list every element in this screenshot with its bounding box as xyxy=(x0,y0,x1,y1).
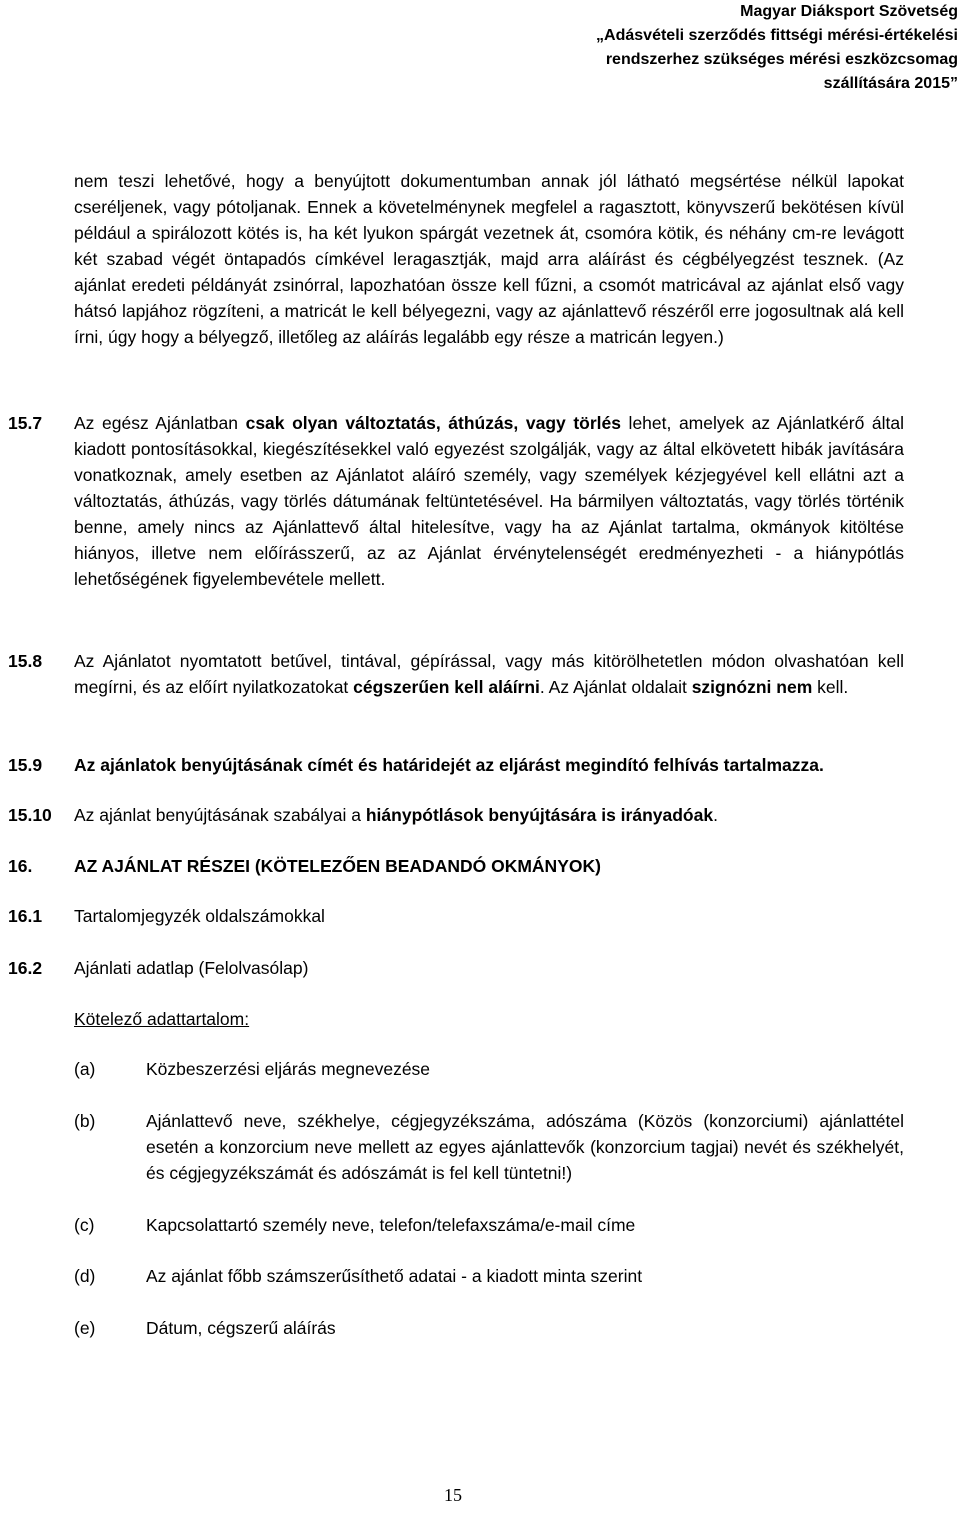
list-item-text: Kapcsolattartó személy neve, telefon/telefaxszáma/e-mail címe xyxy=(146,1215,636,1235)
section-16-heading: AZ AJÁNLAT RÉSZEI (KÖTELEZŐEN BEADANDÓ OKMÁNYOK) xyxy=(74,856,601,876)
list-item-text: Dátum, cégszerű aláírás xyxy=(146,1318,336,1338)
header-org: Magyar Diáksport Szövetség xyxy=(740,3,958,20)
continuation-text-1: nem teszi lehetővé, hogy a benyújtott dokumentumban annak jól látható megsértése nélkül lapokat cseréljenek, vagy pótoljanak. Ennek a követelménynek megfelel a ragasztott, könyvszerű bekötésen kívül például a spirálozott kötés is, ha két lyukon spárgát vezetnek át, csomóra kötik, és néhány cm-re levágott két szabad végét öntapadós címkével leragasztják, majd arra aláírást és cégbélyegzést tesznek. xyxy=(74,171,904,269)
section-16-1-text: Tartalomjegyzék oldalszámokkal xyxy=(74,906,325,926)
list-item-label: (e) xyxy=(74,1318,96,1338)
list-item-text: Ajánlattevő neve, székhelye, cégjegyzékszáma, adószáma (Közös (konzorciumi) ajánlattétel esetén a konzorcium neve mellett az egyes ajánlattevők (konzorcium tagjai) nevét és székhelyét, és cégjegyzékszámát és adószámát is fel kell tüntetni!) xyxy=(146,1111,904,1183)
list-item-text: Közbeszerzési eljárás megnevezése xyxy=(146,1059,431,1079)
section-15-9-number: 15.9 xyxy=(8,755,43,775)
list-item-text: Az ajánlat főbb számszerűsíthető adatai - a kiadott minta szerint xyxy=(146,1266,643,1286)
header-title-line-1: „Adásvételi szerződés fittségi mérési-értékelési xyxy=(596,27,958,44)
section-15-7-number: 15.7 xyxy=(8,413,43,433)
continuation-paragraph xyxy=(74,168,904,350)
section-16-2-number: 16.2 xyxy=(8,958,43,978)
mandatory-content-heading: Kötelező adattartalom: xyxy=(74,1009,250,1029)
section-15-7-text: Az egész Ajánlatban csak olyan változtatás, áthúzás, vagy törlés lehet, amelyek az Ajánlatkérő által kiadott pontosításokkal, kiegészítésekkel való egyezést szolgálják, vagy az által elkövetett hibák javítására vonatkoznak, amely esetben az Ajánlatot aláíró személy, vagy személyek kézjegyével kell ellátni azt a változtatás, áthúzás, vagy törlés dátumának feltüntetésével. Ha bármilyen változtatás, vagy törlés történik benne, amely nincs az Ajánlattevő által hitelesítve, vagy ha az Ajánlat tartalma, okmányok kitöltése hiányos, illetve nem előírásszerű, az az Ajánlat érvénytelenségét eredményezheti - a hiánypótlás lehetőségének figyelembevétele mellett. xyxy=(74,413,904,589)
list-item-label: (a) xyxy=(74,1059,96,1079)
header-title-line-2: rendszerhez szükséges mérési eszközcsomag xyxy=(605,51,958,68)
list-item-label: (c) xyxy=(74,1215,95,1235)
list-item-label: (b) xyxy=(74,1111,96,1131)
section-15-8-text: Az Ajánlatot nyomtatott betűvel, tintával, gépírással, vagy más kitörölhetetlen módon olvashatóan kell megírni, és az előírt nyilatkozatokat cégszerűen kell aláírni. Az Ajánlat oldalait szignózni nem kell. xyxy=(74,651,904,697)
section-15-9-text: Az ajánlatok benyújtásának címét és határidejét az eljárást megindító felhívás tartalmazza. xyxy=(74,755,824,775)
section-15-8-number: 15.8 xyxy=(8,651,43,671)
continuation-text-2: (Az ajánlat eredeti példányát zsinórral, lapozhatóan össze kell fűzni, a csomót matricával az ajánlat első vagy hátsó lapjához rögzíteni, a matricát le kell bélyegezni, vagy az ajánlattevő részéről erre jogosultnak alá kell írni, úgy hogy a bélyegző, illetőleg az aláírás legalább egy része a matricán legyen.) xyxy=(74,249,904,347)
page-number: 15 xyxy=(444,1485,462,1505)
section-16-number: 16. xyxy=(8,856,33,876)
list-item-label: (d) xyxy=(74,1266,96,1286)
document-header xyxy=(338,0,958,96)
header-title-line-3: szállítására 2015” xyxy=(823,75,958,92)
section-16-2-text: Ajánlati adatlap (Felolvasólap) xyxy=(74,958,309,978)
section-15-10-text: Az ajánlat benyújtásának szabályai a hiánypótlások benyújtására is irányadóak. xyxy=(74,805,718,825)
section-15-10-number: 15.10 xyxy=(8,805,52,825)
section-16-1-number: 16.1 xyxy=(8,906,43,926)
